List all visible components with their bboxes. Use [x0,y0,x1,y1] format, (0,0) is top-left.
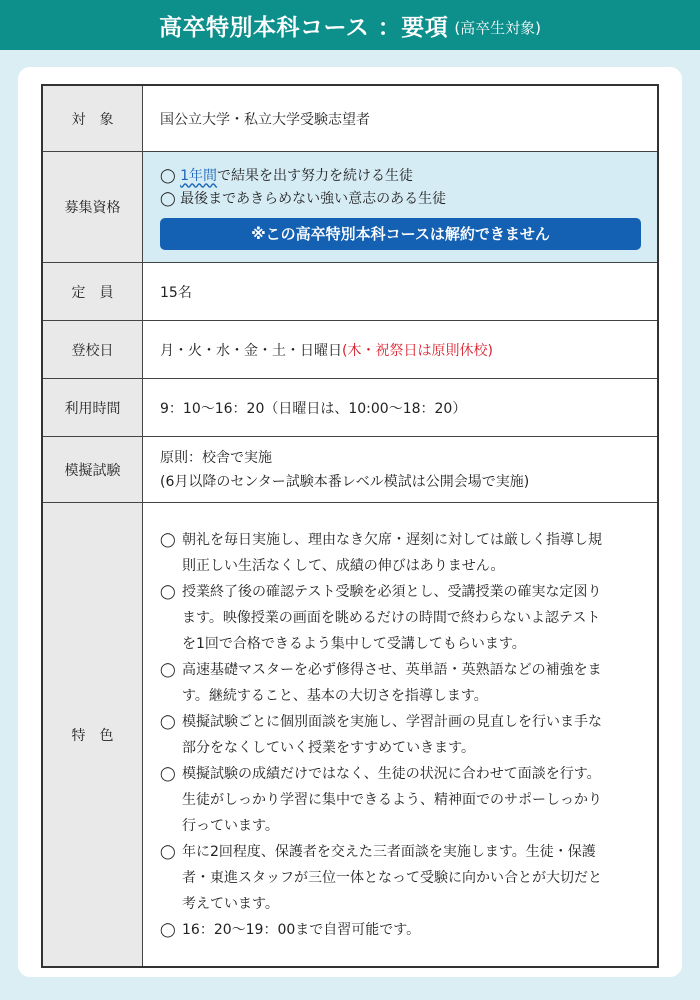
feature-item [160,579,657,657]
feature-text: 模擬試験ごとに個別面談を実施し、学習計画の見直しを行いま手な部分をなくしていく授業をすすめていきます。 [182,713,602,756]
value-mock-exam [143,437,659,503]
row-capacity [42,263,658,321]
label-qualification: 募集資格 [42,152,143,263]
label-features: 特 色 [42,503,143,968]
mock-exam-line-1: 原則：校舎で実施 [160,449,272,466]
page-header [0,0,700,50]
value-hours: 9：10〜16：20（日曜日は、10:00〜18：20） [143,379,659,437]
page-title: 高卒特別本科コース ：要項 [158,14,449,41]
value-features [143,503,659,968]
value-school-days [143,321,659,379]
circle-mark: ◯ [160,713,176,730]
highlight-one-year: 1年間 [180,167,218,184]
row-mock-exam [42,437,658,503]
qualification-item-1-text: で結果を出す努力を続ける生徒 [217,167,414,184]
value-target: 国公立大学・私立大学受験志望者 [143,85,659,152]
label-capacity: 定 員 [42,263,143,321]
feature-text: 年に2回程度、保護者を交えた三者面談を実施します。生徒・保護者・東進スタッフが三位一体となって受験に向かい合とが大切だと考えています。 [182,843,602,912]
feature-item [160,709,657,761]
qualification-item-2: ◯ 最後まであきらめない強い意志のある生徒 [160,190,447,207]
circle-mark: ◯ [160,765,176,782]
row-hours [42,379,658,437]
feature-item [160,839,657,917]
feature-item [160,527,657,579]
row-features [42,503,658,968]
page-subtitle: (高卒生対象) [454,18,542,37]
feature-text: 模擬試験の成績だけではなく、生徒の状況に合わせて面談を行す。生徒がしっかり学習に集中できるよう、精神面でのサポーしっかり行っています。 [182,765,602,834]
circle-mark: ◯ [160,583,176,600]
feature-text: 授業終了後の確認テスト受験を必須とし、受講授業の確実な定図ります。映像授業の画面を眺めるだけの時間で終わらないよ認テストを1回で合格できるよう集中して受講してもらいます。 [182,583,602,652]
mock-exam-line-2: (6月以降のセンター試験本番レベル模試は公開会場で実施) [160,473,530,490]
feature-text: 高速基礎マスターを必ず修得させ、英単語・英熟語などの補強をます。継続すること、基本の大切さを指導します。 [182,661,602,704]
value-capacity: 15名 [143,263,659,321]
row-school-days [42,321,658,379]
qualification-item-1 [160,165,657,188]
feature-item [160,657,657,709]
label-hours: 利用時間 [42,379,143,437]
label-school-days: 登校日 [42,321,143,379]
label-mock-exam: 模擬試験 [42,437,143,503]
feature-text: 16：20〜19：00まで自習可能です。 [182,921,421,938]
school-days-text: 月・火・水・金・土・日曜日 [160,342,342,359]
feature-item [160,761,657,839]
circle-mark: ◯ [160,843,176,860]
circle-mark: ◯ [160,921,176,938]
circle-mark: ◯ [160,531,176,548]
feature-text: 朝礼を毎日実施し、理由なき欠席・遅刻に対しては厳しく指導し規則正しい生活なくして、成績の伸びはありません。 [182,531,602,574]
row-qualification [42,152,658,263]
circle-mark: ◯ [160,167,181,184]
school-days-note: (木・祝祭日は原則休校) [342,342,493,359]
no-cancellation-notice: ※この高卒特別本科コースは解約できません [160,218,641,250]
feature-item [160,917,657,943]
label-target: 対 象 [42,85,143,152]
row-target [42,85,658,152]
requirements-table [41,84,659,968]
circle-mark: ◯ [160,661,176,678]
value-qualification [143,152,659,263]
